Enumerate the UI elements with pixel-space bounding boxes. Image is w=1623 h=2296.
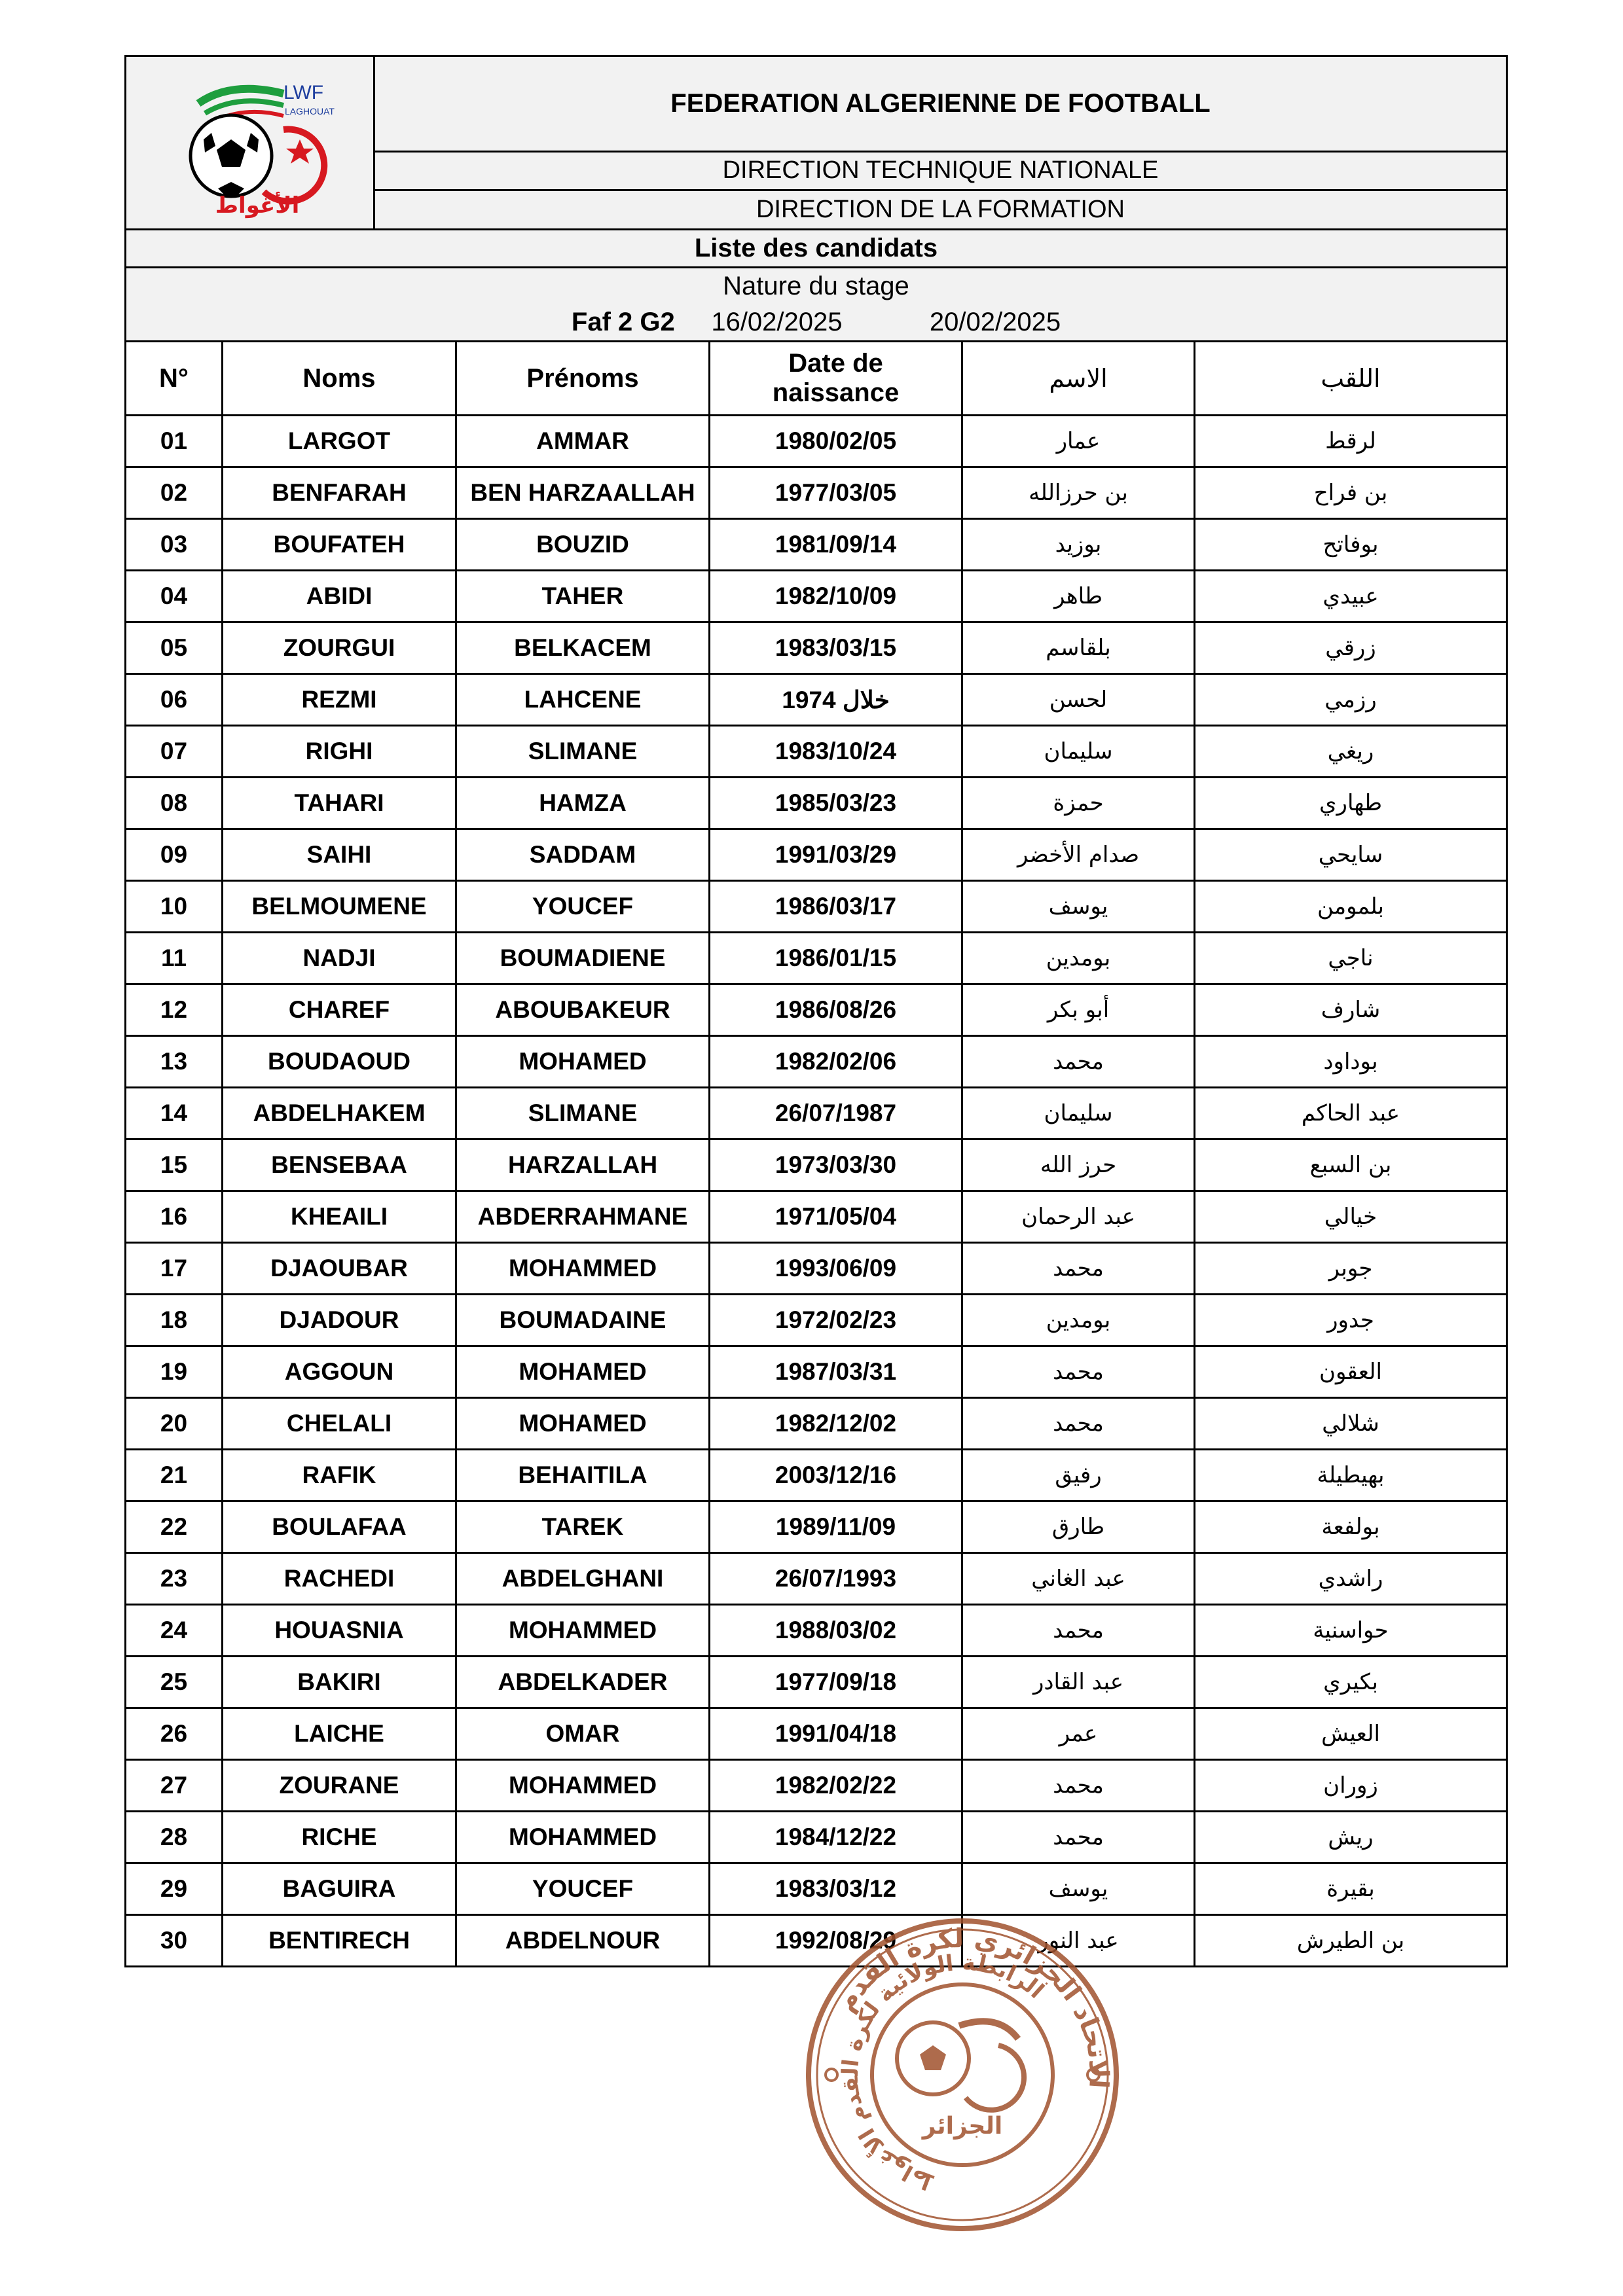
cell-dob: 1991/04/18 <box>710 1708 962 1760</box>
cell-dob: 1992/08/29 <box>710 1915 962 1967</box>
cell-dob: 1986/03/17 <box>710 881 962 933</box>
col-ar-nom: اللقب <box>1195 342 1507 416</box>
cell-dob: 1983/03/12 <box>710 1863 962 1915</box>
cell-prenom: SLIMANE <box>456 1088 710 1139</box>
table-row <box>126 1398 1507 1450</box>
table-row <box>126 984 1507 1036</box>
cell-dob: 1980/02/05 <box>710 416 962 467</box>
cell-dob: 2003/12/16 <box>710 1450 962 1501</box>
cell-n: 21 <box>126 1450 223 1501</box>
cell-n: 30 <box>126 1915 223 1967</box>
svg-text:الاتحاد الجزائري لكرة القدم: الاتحاد الجزائري لكرة القدم <box>830 1923 1114 2090</box>
cell-n: 02 <box>126 467 223 519</box>
direction-technique: DIRECTION TECHNIQUE NATIONALE <box>374 151 1507 190</box>
logo-cell <box>126 56 374 230</box>
cell-n: 05 <box>126 622 223 674</box>
cell-dob: 1982/12/02 <box>710 1398 962 1450</box>
cell-prenom: MOHAMED <box>456 1398 710 1450</box>
cell-nom: DJADOUR <box>223 1295 456 1346</box>
cell-ar-prenom: عمر <box>962 1708 1195 1760</box>
cell-nom: TAHARI <box>223 778 456 829</box>
cell-ar-nom: بلمومن <box>1195 881 1507 933</box>
column-header-row <box>126 342 1507 416</box>
cell-ar-nom: شارف <box>1195 984 1507 1036</box>
cell-nom: RACHEDI <box>223 1553 456 1605</box>
stage-name: Faf 2 G2 <box>571 308 675 336</box>
cell-nom: CHELALI <box>223 1398 456 1450</box>
cell-ar-nom: بكيري <box>1195 1657 1507 1708</box>
cell-n: 11 <box>126 933 223 984</box>
stage-date-end: 20/02/2025 <box>929 308 1061 336</box>
cell-ar-prenom: حمزة <box>962 778 1195 829</box>
cell-ar-prenom: محمد <box>962 1812 1195 1863</box>
cell-ar-prenom: سليمان <box>962 726 1195 778</box>
cell-prenom: AMMAR <box>456 416 710 467</box>
cell-nom: SAIHI <box>223 829 456 881</box>
cell-nom: CHAREF <box>223 984 456 1036</box>
cell-ar-prenom: يوسف <box>962 881 1195 933</box>
cell-prenom: TAREK <box>456 1501 710 1553</box>
cell-dob: 1981/09/14 <box>710 519 962 571</box>
table-row <box>126 1863 1507 1915</box>
cell-prenom: MOHAMMED <box>456 1760 710 1812</box>
col-noms: Noms <box>223 342 456 416</box>
cell-n: 20 <box>126 1398 223 1450</box>
svg-text:LAGHOUAT: LAGHOUAT <box>285 106 335 117</box>
cell-n: 04 <box>126 571 223 622</box>
cell-ar-nom: حواسنية <box>1195 1605 1507 1657</box>
cell-nom: HOUASNIA <box>223 1605 456 1657</box>
cell-n: 27 <box>126 1760 223 1812</box>
cell-prenom: BEN HARZAALLAH <box>456 467 710 519</box>
cell-ar-nom: بوفاتح <box>1195 519 1507 571</box>
cell-dob: 1987/03/31 <box>710 1346 962 1398</box>
cell-prenom: BOUZID <box>456 519 710 571</box>
cell-nom: LARGOT <box>223 416 456 467</box>
cell-ar-nom: شلالي <box>1195 1398 1507 1450</box>
cell-n: 06 <box>126 674 223 726</box>
svg-text:الجزائر: الجزائر <box>922 2113 1003 2140</box>
cell-nom: BAKIRI <box>223 1657 456 1708</box>
cell-prenom: BELKACEM <box>456 622 710 674</box>
cell-nom: BELMOUMENE <box>223 881 456 933</box>
cell-n: 17 <box>126 1243 223 1295</box>
cell-dob: 1973/03/30 <box>710 1139 962 1191</box>
cell-dob: 1986/01/15 <box>710 933 962 984</box>
cell-prenom: SLIMANE <box>456 726 710 778</box>
cell-ar-prenom: محمد <box>962 1760 1195 1812</box>
table-row <box>126 622 1507 674</box>
cell-prenom: BOUMADAINE <box>456 1295 710 1346</box>
table-row <box>126 726 1507 778</box>
table-row <box>126 1760 1507 1812</box>
cell-n: 22 <box>126 1501 223 1553</box>
cell-ar-nom: زرقي <box>1195 622 1507 674</box>
cell-ar-nom: ريغي <box>1195 726 1507 778</box>
cell-ar-prenom: محمد <box>962 1036 1195 1088</box>
cell-nom: AGGOUN <box>223 1346 456 1398</box>
table-row <box>126 1605 1507 1657</box>
cell-ar-prenom: بومدين <box>962 1295 1195 1346</box>
cell-ar-prenom: بومدين <box>962 933 1195 984</box>
cell-ar-nom: بهيطيلة <box>1195 1450 1507 1501</box>
cell-nom: REZMI <box>223 674 456 726</box>
cell-n: 29 <box>126 1863 223 1915</box>
cell-n: 15 <box>126 1139 223 1191</box>
cell-nom: BENTIRECH <box>223 1915 456 1967</box>
cell-prenom: BEHAITILA <box>456 1450 710 1501</box>
cell-ar-prenom: بلقاسم <box>962 622 1195 674</box>
cell-ar-prenom: حرز الله <box>962 1139 1195 1191</box>
stage-date-start: 16/02/2025 <box>711 308 843 336</box>
cell-n: 14 <box>126 1088 223 1139</box>
cell-ar-prenom: طاهر <box>962 571 1195 622</box>
official-stamp <box>802 1914 1123 2235</box>
cell-ar-nom: لرقط <box>1195 416 1507 467</box>
cell-ar-nom: بقيرة <box>1195 1863 1507 1915</box>
table-row <box>126 933 1507 984</box>
table-row <box>126 416 1507 467</box>
cell-dob: 1989/11/09 <box>710 1501 962 1553</box>
cell-n: 28 <box>126 1812 223 1863</box>
header-table <box>124 55 1508 342</box>
table-row <box>126 467 1507 519</box>
cell-ar-prenom: رفيق <box>962 1450 1195 1501</box>
cell-prenom: MOHAMMED <box>456 1605 710 1657</box>
col-prenoms: Prénoms <box>456 342 710 416</box>
cell-dob: 1972/02/23 <box>710 1295 962 1346</box>
cell-prenom: SADDAM <box>456 829 710 881</box>
table-row <box>126 1243 1507 1295</box>
stage-info <box>126 268 1507 342</box>
cell-prenom: MOHAMMED <box>456 1243 710 1295</box>
cell-n: 25 <box>126 1657 223 1708</box>
cell-dob: 1984/12/22 <box>710 1812 962 1863</box>
cell-dob: 26/07/1987 <box>710 1088 962 1139</box>
cell-ar-prenom: عبد النور <box>962 1915 1195 1967</box>
cell-ar-nom: طهاري <box>1195 778 1507 829</box>
cell-nom: RICHE <box>223 1812 456 1863</box>
svg-text:الرابطة الولائية لكرة القدم ال: الرابطة الولائية لكرة القدم الأغواط <box>837 1949 1049 2196</box>
cell-prenom: ABDELNOUR <box>456 1915 710 1967</box>
cell-ar-prenom: محمد <box>962 1346 1195 1398</box>
table-row <box>126 1191 1507 1243</box>
cell-dob: 1974 خلال <box>710 674 962 726</box>
cell-n: 13 <box>126 1036 223 1088</box>
cell-n: 03 <box>126 519 223 571</box>
cell-dob: 1982/10/09 <box>710 571 962 622</box>
cell-dob: 1977/09/18 <box>710 1657 962 1708</box>
table-row <box>126 1657 1507 1708</box>
cell-nom: BAGUIRA <box>223 1863 456 1915</box>
list-title: Liste des candidats <box>126 230 1507 268</box>
lwf-logo <box>185 67 335 219</box>
cell-ar-nom: بن فراح <box>1195 467 1507 519</box>
cell-ar-prenom: يوسف <box>962 1863 1195 1915</box>
cell-ar-nom: عبيدي <box>1195 571 1507 622</box>
cell-ar-nom: بوداود <box>1195 1036 1507 1088</box>
table-row <box>126 674 1507 726</box>
cell-ar-prenom: محمد <box>962 1243 1195 1295</box>
cell-n: 07 <box>126 726 223 778</box>
table-row <box>126 519 1507 571</box>
cell-ar-prenom: محمد <box>962 1398 1195 1450</box>
table-row <box>126 1553 1507 1605</box>
cell-ar-nom: ريش <box>1195 1812 1507 1863</box>
cell-nom: DJAOUBAR <box>223 1243 456 1295</box>
cell-n: 01 <box>126 416 223 467</box>
cell-prenom: ABDELKADER <box>456 1657 710 1708</box>
cell-dob: 1982/02/06 <box>710 1036 962 1088</box>
cell-ar-prenom: عبد القادر <box>962 1657 1195 1708</box>
cell-ar-nom: بن الطيرش <box>1195 1915 1507 1967</box>
cell-ar-nom: العقون <box>1195 1346 1507 1398</box>
cell-ar-nom: رزمي <box>1195 674 1507 726</box>
table-row <box>126 1346 1507 1398</box>
cell-nom: BENFARAH <box>223 467 456 519</box>
direction-formation: DIRECTION DE LA FORMATION <box>374 190 1507 230</box>
cell-prenom: HARZALLAH <box>456 1139 710 1191</box>
cell-ar-nom: بن السبع <box>1195 1139 1507 1191</box>
cell-dob: 1993/06/09 <box>710 1243 962 1295</box>
cell-prenom: ABDELGHANI <box>456 1553 710 1605</box>
nature-label: Nature du stage <box>723 272 909 300</box>
table-row <box>126 1812 1507 1863</box>
cell-prenom: OMAR <box>456 1708 710 1760</box>
cell-prenom: YOUCEF <box>456 1863 710 1915</box>
cell-dob: 1991/03/29 <box>710 829 962 881</box>
cell-ar-nom: بولفعة <box>1195 1501 1507 1553</box>
cell-prenom: YOUCEF <box>456 881 710 933</box>
cell-nom: BOUFATEH <box>223 519 456 571</box>
table-row <box>126 1501 1507 1553</box>
cell-n: 09 <box>126 829 223 881</box>
cell-ar-nom: ناجي <box>1195 933 1507 984</box>
cell-nom: RIGHI <box>223 726 456 778</box>
cell-nom: LAICHE <box>223 1708 456 1760</box>
cell-nom: RAFIK <box>223 1450 456 1501</box>
cell-ar-nom: عبد الحاكم <box>1195 1088 1507 1139</box>
table-row <box>126 1450 1507 1501</box>
cell-prenom: MOHAMED <box>456 1346 710 1398</box>
cell-ar-prenom: صدام الأخضر <box>962 829 1195 881</box>
candidate-rows <box>126 416 1507 1967</box>
candidates-table <box>124 340 1508 1967</box>
cell-ar-prenom: أبو بكر <box>962 984 1195 1036</box>
cell-n: 19 <box>126 1346 223 1398</box>
cell-dob: 1988/03/02 <box>710 1605 962 1657</box>
cell-ar-prenom: بن حرزالله <box>962 467 1195 519</box>
cell-dob: 1983/03/15 <box>710 622 962 674</box>
cell-dob: 1985/03/23 <box>710 778 962 829</box>
cell-prenom: ABOUBAKEUR <box>456 984 710 1036</box>
cell-n: 23 <box>126 1553 223 1605</box>
cell-prenom: BOUMADIENE <box>456 933 710 984</box>
federation-title: FEDERATION ALGERIENNE DE FOOTBALL <box>374 56 1507 152</box>
cell-prenom: LAHCENE <box>456 674 710 726</box>
col-ar-prenom: الاسم <box>962 342 1195 416</box>
candidate-list-sheet <box>124 55 1506 1967</box>
cell-n: 10 <box>126 881 223 933</box>
cell-ar-prenom: عبد الرحمان <box>962 1191 1195 1243</box>
cell-prenom: TAHER <box>456 571 710 622</box>
cell-n: 18 <box>126 1295 223 1346</box>
cell-prenom: HAMZA <box>456 778 710 829</box>
cell-ar-prenom: عمار <box>962 416 1195 467</box>
col-num: N° <box>126 342 223 416</box>
cell-ar-prenom: سليمان <box>962 1088 1195 1139</box>
cell-nom: ZOURANE <box>223 1760 456 1812</box>
cell-ar-prenom: عبد الغاني <box>962 1553 1195 1605</box>
cell-ar-prenom: طارق <box>962 1501 1195 1553</box>
cell-ar-nom: العيش <box>1195 1708 1507 1760</box>
table-row <box>126 1036 1507 1088</box>
cell-n: 16 <box>126 1191 223 1243</box>
cell-nom: BOUDAOUD <box>223 1036 456 1088</box>
cell-n: 24 <box>126 1605 223 1657</box>
cell-nom: ABDELHAKEM <box>223 1088 456 1139</box>
cell-nom: NADJI <box>223 933 456 984</box>
table-row <box>126 1295 1507 1346</box>
table-row <box>126 571 1507 622</box>
cell-nom: ZOURGUI <box>223 622 456 674</box>
table-row <box>126 1139 1507 1191</box>
cell-prenom: MOHAMMED <box>456 1812 710 1863</box>
table-row <box>126 1708 1507 1760</box>
cell-ar-nom: سايحي <box>1195 829 1507 881</box>
svg-text:الأغواط: الأغواط <box>215 192 300 219</box>
cell-prenom: MOHAMED <box>456 1036 710 1088</box>
cell-nom: BENSEBAA <box>223 1139 456 1191</box>
cell-dob: 1977/03/05 <box>710 467 962 519</box>
svg-text:LWF: LWF <box>283 82 324 103</box>
cell-n: 26 <box>126 1708 223 1760</box>
cell-n: 12 <box>126 984 223 1036</box>
cell-dob: 1986/08/26 <box>710 984 962 1036</box>
cell-dob: 1983/10/24 <box>710 726 962 778</box>
table-row <box>126 778 1507 829</box>
stage-line <box>126 304 1506 340</box>
cell-nom: ABIDI <box>223 571 456 622</box>
cell-dob: 26/07/1993 <box>710 1553 962 1605</box>
cell-ar-nom: جدور <box>1195 1295 1507 1346</box>
cell-nom: KHEAILI <box>223 1191 456 1243</box>
cell-ar-nom: راشدي <box>1195 1553 1507 1605</box>
cell-nom: BOULAFAA <box>223 1501 456 1553</box>
table-row <box>126 1088 1507 1139</box>
cell-ar-prenom: لحسن <box>962 674 1195 726</box>
cell-ar-prenom: بوزيد <box>962 519 1195 571</box>
cell-ar-prenom: محمد <box>962 1605 1195 1657</box>
table-row <box>126 881 1507 933</box>
cell-ar-nom: خيالي <box>1195 1191 1507 1243</box>
cell-dob: 1971/05/04 <box>710 1191 962 1243</box>
table-row <box>126 829 1507 881</box>
col-dob: Date de naissance <box>710 342 962 416</box>
cell-ar-nom: جوبر <box>1195 1243 1507 1295</box>
cell-dob: 1982/02/22 <box>710 1760 962 1812</box>
cell-n: 08 <box>126 778 223 829</box>
cell-prenom: ABDERRAHMANE <box>456 1191 710 1243</box>
cell-ar-nom: زوران <box>1195 1760 1507 1812</box>
